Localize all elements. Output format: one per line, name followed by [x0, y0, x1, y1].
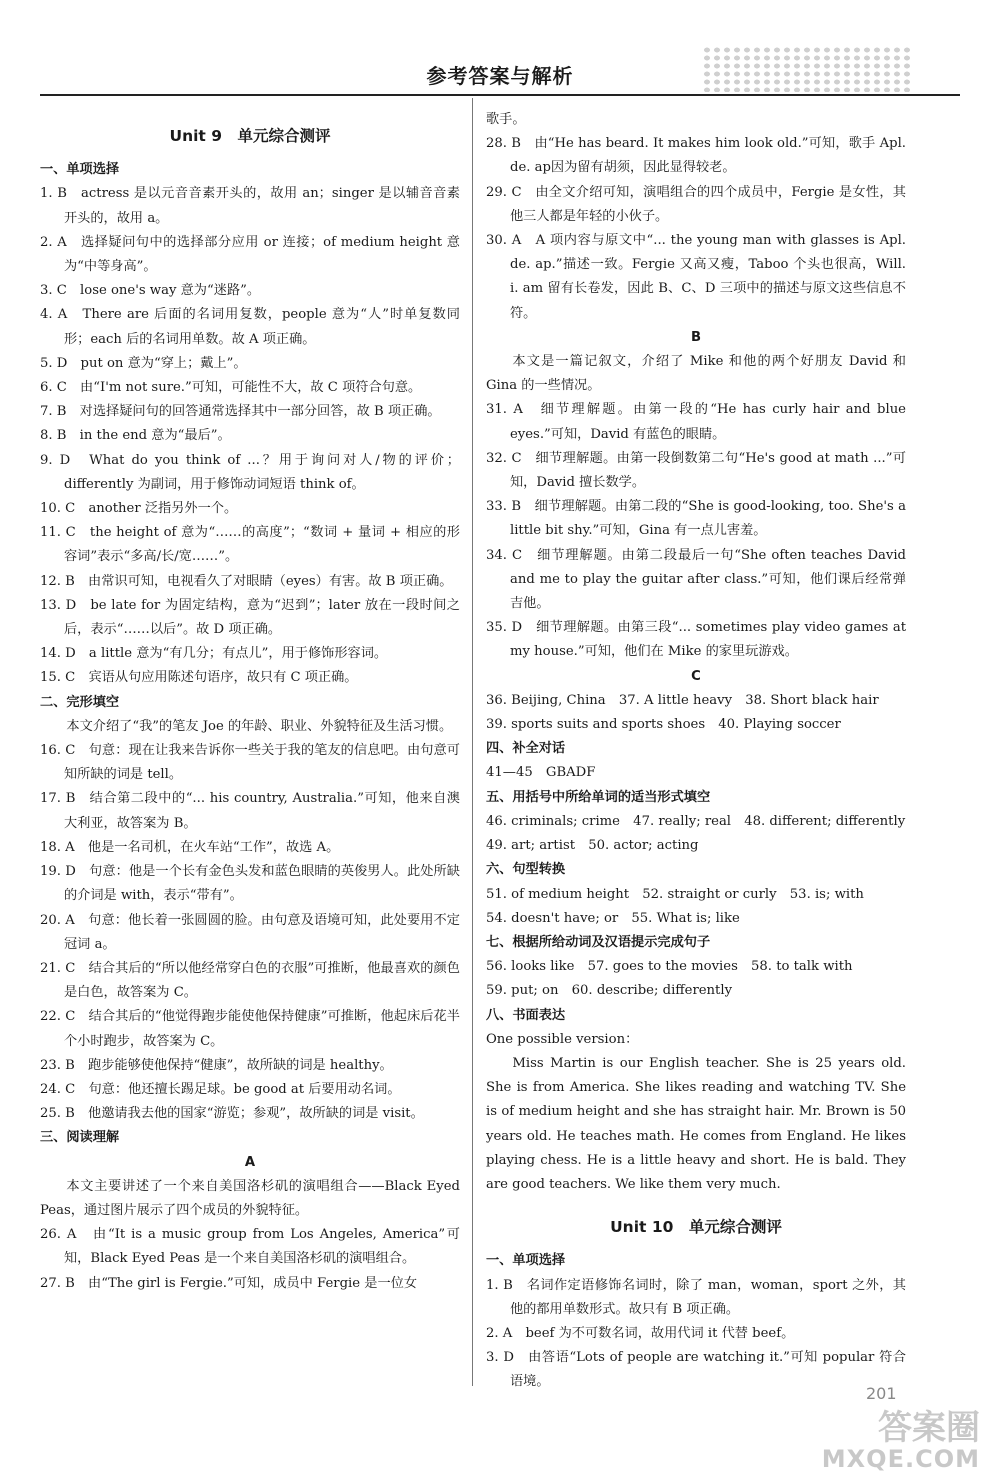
watermark-url: MXQE.COM [821, 1444, 980, 1473]
answer-item: 18. A 他是一名司机，在火车站“工作”，故选 A。 [40, 839, 340, 855]
passage-summary: 本文介绍了“我”的笔友 Joe 的年龄、职业、外貌特征及生活习惯。 [66, 718, 453, 734]
answer-item: 28. B 由“He has beard. It makes him look old.”可知，歌手 Apl. de. ap因为留有胡须，因此显得较老。 [486, 136, 906, 176]
answer-line: 59. put; on 60. describe; differently [486, 983, 733, 999]
answer-item: 10. C another 泛指另外一个。 [40, 501, 238, 517]
answer-list [40, 739, 460, 1126]
answer-item: 35. D 细节理解题。由第三段“... sometimes play video games at my house.”可知，他们在 Mike 的家里玩游戏。 [486, 620, 906, 660]
unit9-title: Unit 9 单元综合测评 [169, 127, 331, 145]
answer-line: 39. sports suits and sports shoes 40. Playing soccer [486, 717, 841, 733]
answer-item: 12. B 由常识可知，电视看久了对眼睛（eyes）有害。故 B 项正确。 [40, 573, 453, 589]
answer-item: 16. C 句意：现在让我来告诉你一些关于我的笔友的信息吧。由句意可知所缺的词是 tell。 [40, 743, 460, 783]
answer-item: 14. D a little 意为“有几分；有点儿”，用于修饰形容词。 [40, 646, 388, 662]
section-heading: 六、句型转换 [486, 862, 566, 878]
answer-line: 41—45 GBADF [486, 765, 596, 781]
answer-item: 13. D be late for 为固定结构，意为“迟到”；later 放在一段时间之后，表示“……以后”。故 D 项正确。 [40, 597, 460, 638]
page-number: 201 [866, 1384, 897, 1403]
section-heading: 一、单项选择 [486, 1253, 566, 1269]
answer-line: 56. looks like 57. goes to the movies 58. to talk with [486, 959, 853, 975]
answer-line: 49. art; artist 50. actor; acting [486, 838, 699, 854]
section-heading: 四、补全对话 [486, 741, 566, 757]
answer-item: 25. B 他邀请我去他的国家“游览；参观”，故所缺的词是 visit。 [40, 1106, 424, 1122]
passage-label: C [691, 668, 701, 684]
essay-lead: One possible version： [486, 1031, 639, 1047]
answer-item: 19. D 句意：他是一个长有金色头发和蓝色眼睛的英俊男人。此处所缺的介词是 with，表示“带有”。 [40, 864, 460, 904]
answer-continuation: 歌手。 [486, 112, 526, 127]
answer-item: 1. B 名词作定语修饰名词时，除了 man，woman，sport 之外，其他的都用单数形式。故只有 B 项正确。 [486, 1277, 906, 1317]
page-title: 参考答案与解析 [426, 64, 574, 88]
answer-item: 7. B 对选择疑问句的回答通常选择其中一部分回答，故 B 项正确。 [40, 404, 441, 420]
answer-line: 51. of medium height 52. straight or curly 53. is; with [486, 886, 864, 902]
header-rule [40, 94, 960, 96]
answer-item: 2. A beef 为不可数名词，故用代词 it 代替 beef。 [486, 1325, 795, 1341]
section-heading: 八、书面表达 [486, 1007, 566, 1023]
answer-item: 30. A A 项内容与原文中“... the young man with glasses is Apl. de. ap.”描述一致。Fergie 又高又瘦，Taboo 个头也很高，Will. i. am 留有长卷发，因此 B、C、D 三项中的描述与原文这些信息不符。 [486, 233, 906, 321]
page-header [40, 50, 960, 96]
answer-item: 33. B 细节理解题。由第二段的“She is good-looking, too. She's a little bit shy.”可知，Gina 有一点儿害羞。 [486, 499, 906, 539]
answer-item: 6. C 由“I'm not sure.”可知，可能性不大，故 C 项符合句意。 [40, 380, 422, 396]
answer-item: 24. C 句意：他还擅长踢足球。be good at 后要用动名词。 [40, 1081, 401, 1097]
passage-label: A [244, 1154, 256, 1170]
answer-item: 2. A 选择疑问句中的选择部分应用 or 连接；of medium height 意为“中等身高”。 [40, 234, 460, 275]
section-heading: 一、单项选择 [40, 162, 120, 178]
watermark [821, 1408, 980, 1473]
answer-item: 15. C 宾语从句应用陈述句语序，故只有 C 项正确。 [40, 670, 358, 686]
answer-item: 17. B 结合第二段中的“... his country, Australia.”可知，他来自澳大利亚，故答案为 B。 [40, 791, 460, 831]
answer-item: 8. B in the end 意为“最后”。 [40, 428, 231, 444]
answer-item: 34. C 细节理解题。由第二段最后一句“She often teaches David and me to play the guitar after class.”可知，他们课后经常弹吉他。 [486, 547, 906, 612]
unit10-title: Unit 10 单元综合测评 [610, 1218, 782, 1237]
watermark-logo: 答案圈 [878, 1408, 980, 1449]
answer-list [40, 182, 460, 690]
passage-summary: 本文是一篇记叙文，介绍了 Mike 和他的两个好朋友 David 和 Gina 的一些情况。 [486, 354, 906, 394]
passage-label: B [690, 329, 702, 345]
section-heading: 三、阅读理解 [40, 1130, 120, 1146]
section-heading: 二、完形填空 [40, 694, 120, 710]
section-heading: 五、用括号中所给单词的适当形式填空 [486, 789, 711, 805]
section-heading: 七、根据所给动词及汉语提示完成句子 [486, 934, 711, 950]
answer-line: 46. criminals; crime 47. really; real 48. different; differently [486, 813, 906, 829]
answer-item: 9. D What do you think of ...？用于询问对人/物的评价；differently 为副词，用于修饰动词短语 think of。 [40, 452, 460, 492]
answer-item: 3. D 由答语“Lots of people are watching it.”可知 popular 符合语境。 [486, 1350, 906, 1390]
answer-item: 29. C 由全文介绍可知，演唱组合的四个成员中，Fergie 是女性，其他三人都是年轻的小伙子。 [486, 184, 906, 224]
sample-essay: Miss Martin is our English teacher. She is 25 years old. She is from America. She likes reading and watching TV. She is of medium height and she has straight hair. Mr. Brown is 50 years old. He teaches math. He comes from England. He likes playing chess. He is a little heavy and short. He is bald. They are good teachers. We like them very much. [486, 1055, 906, 1192]
answer-item: 32. C 细节理解题。由第一段倒数第二句“He's good at math ...”可知，David 擅长数学。 [486, 450, 906, 491]
answer-item: 5. D put on 意为“穿上；戴上”。 [40, 355, 247, 371]
left-column [40, 120, 460, 1296]
passage-summary: 本文主要讲述了一个来自美国洛杉矶的演唱组合——Black Eyed Peas，通过图片展示了四个成员的外貌特征。 [40, 1178, 460, 1218]
answer-item: 31. A 细节理解题。由第一段的“He has curly hair and blue eyes.”可知，David 有蓝色的眼睛。 [486, 402, 906, 442]
answer-item: 3. C lose one's way 意为“迷路”。 [40, 283, 261, 299]
answer-item: 20. A 句意：他长着一张圆圆的脸。由句意及语境可知，此处要用不定冠词 a。 [40, 912, 460, 952]
answer-item: 22. C 结合其后的“他觉得跑步能使他保持健康”可推断，他起床后花半个小时跑步，故答案为 C。 [40, 1009, 460, 1049]
answer-item: 23. B 跑步能够使他保持“健康”，故所缺的词是 healthy。 [40, 1057, 393, 1073]
right-column [486, 108, 906, 1395]
answer-item: 11. C the height of 意为“……的高度”；“数词 + 量词 + 相应的形容词”表示“多高/长/宽……”。 [40, 525, 460, 565]
answer-line: 54. doesn't have; or 55. What is; like [486, 910, 740, 926]
answer-item: 21. C 结合其后的“所以他经常穿白色的衣服”可推断，他最喜欢的颜色是白色，故答案为 C。 [40, 960, 460, 1001]
column-divider [472, 98, 473, 1386]
answer-item: 26. A 由“It is a music group from Los Angeles, America”可知，Black Eyed Peas 是一个来自美国洛杉矶的演唱组合。 [40, 1227, 460, 1267]
answer-item: 27. B 由“The girl is Fergie.”可知，成员中 Fergie 是一位女 [40, 1275, 418, 1291]
answer-item: 1. B actress 是以元音音素开头的，故用 an；singer 是以辅音音素开头的，故用 a。 [40, 186, 460, 226]
answer-item: 4. A There are 后面的名词用复数，people 意为“人”时单复数同形；each 后的名词用单数。故 A 项正确。 [40, 307, 460, 347]
answer-line: 36. Beijing, China 37. A little heavy 38. Short black hair [486, 692, 879, 708]
